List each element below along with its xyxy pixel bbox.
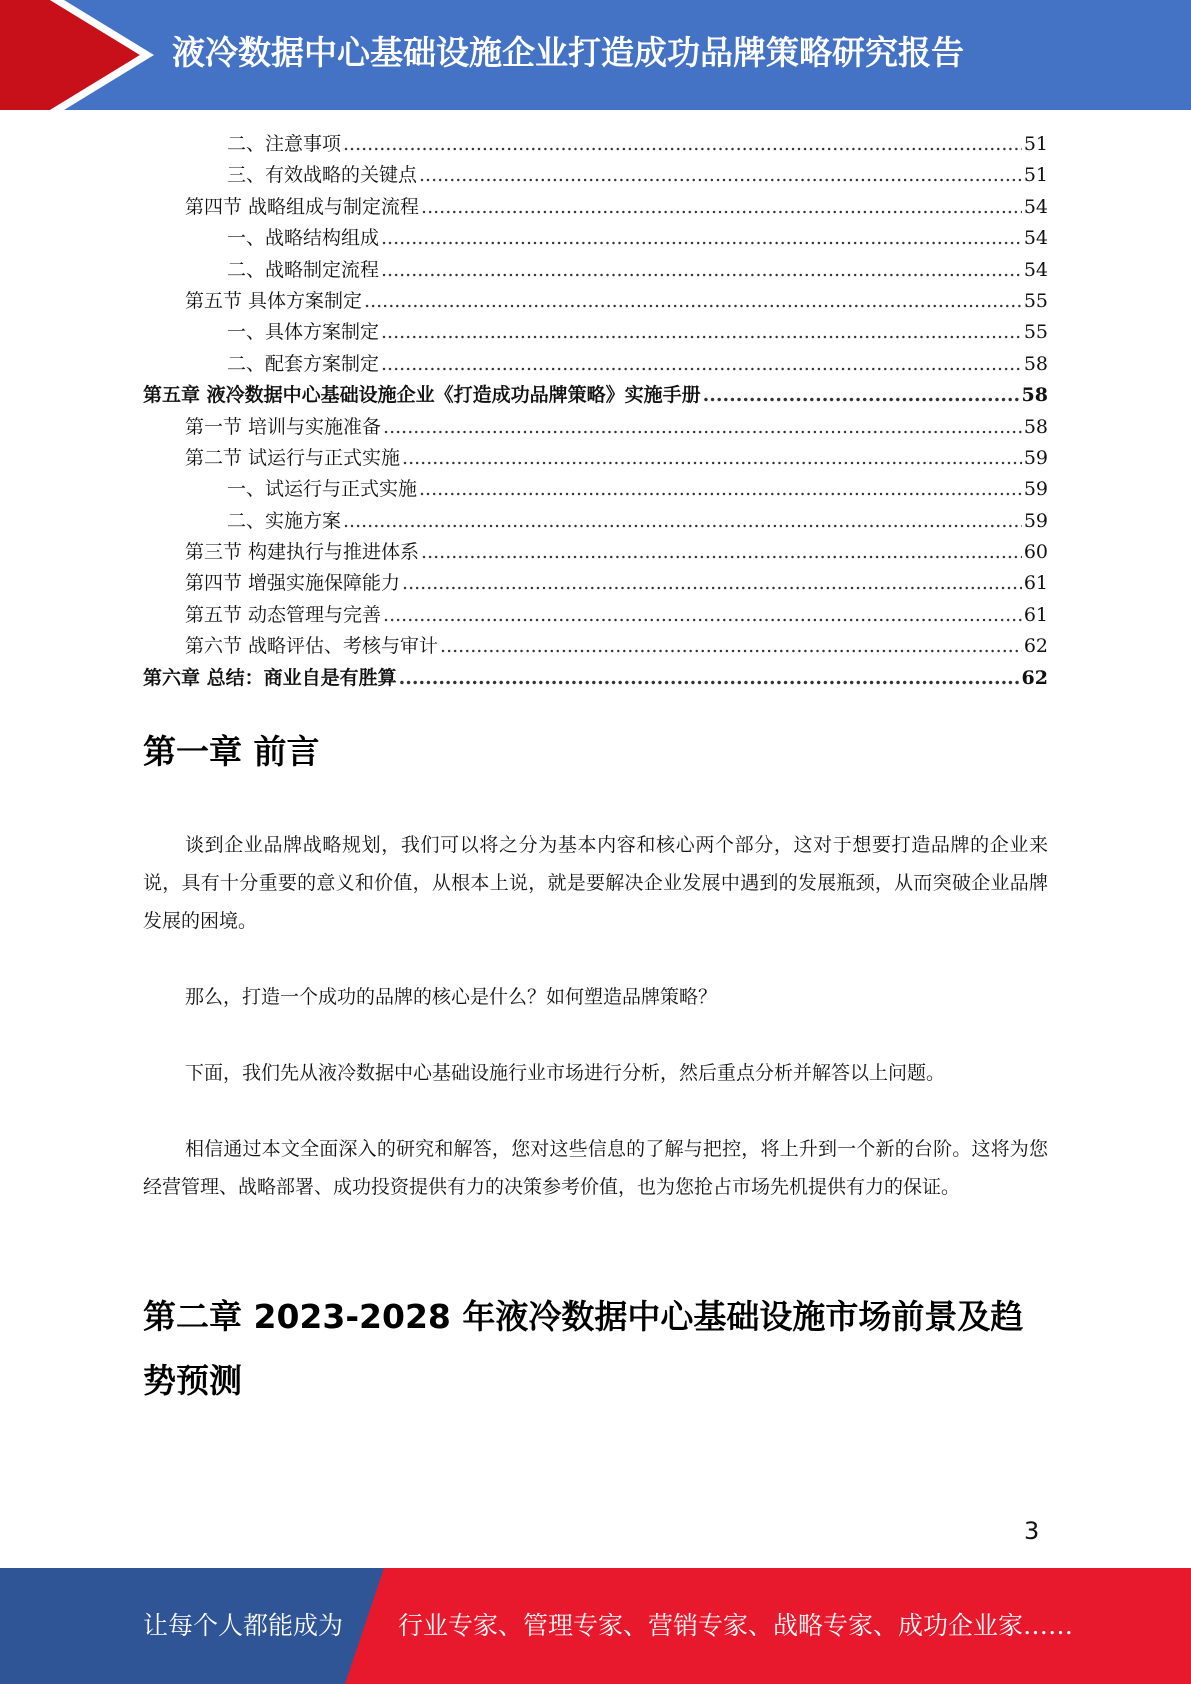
toc-dot-leader <box>402 568 1022 599</box>
report-title: 液冷数据中心基础设施企业打造成功品牌策略研究报告 <box>172 33 964 72</box>
toc-entry[interactable] <box>143 631 1048 662</box>
toc-entry-label: 第五节 具体方案制定 <box>185 289 363 312</box>
toc-entry-page: 60 <box>1023 541 1048 564</box>
toc-entry-label: 三、有效战略的关键点 <box>227 164 418 187</box>
toc-entry-label: 第五节 动态管理与完善 <box>185 603 382 626</box>
chapter-1-paragraph: 下面，我们先从液冷数据中心基础设施行业市场进行分析，然后重点分析并解答以上问题。 <box>185 1062 946 1084</box>
toc-entry-label: 第六节 战略评估、考核与审计 <box>185 635 439 658</box>
toc-entry-page: 54 <box>1023 258 1048 281</box>
toc-dot-leader <box>440 631 1022 662</box>
toc-entry-label: 二、配套方案制定 <box>227 352 380 375</box>
toc-dot-leader <box>419 474 1022 505</box>
toc-entry-page: 62 <box>1023 635 1048 658</box>
toc-entry-page: 61 <box>1023 603 1048 626</box>
chapter-1-paragraph: 那么，打造一个成功的品牌的核心是什么？如何塑造品牌策略？ <box>185 986 718 1008</box>
toc-dot-leader <box>381 317 1022 348</box>
toc-entry-page: 51 <box>1023 133 1048 155</box>
toc-entry[interactable] <box>143 412 1048 443</box>
toc-entry-label: 第三节 构建执行与推进体系 <box>185 541 420 564</box>
page-number: 3 <box>1024 1517 1040 1545</box>
page-header <box>0 0 1191 110</box>
toc-entry[interactable] <box>143 537 1048 568</box>
toc-entry-label: 第四节 增强实施保障能力 <box>185 572 401 595</box>
toc-entry-page: 55 <box>1023 289 1048 312</box>
toc-entry[interactable] <box>143 349 1048 380</box>
chapter-1-paragraph: 相信通过本文全面深入的研究和解答，您对这些信息的了解与把控，将上升到一个新的台阶。这将为您经营管理、战略部署、成功投资提供有力的决策参考价值，也为您抢占市场先机提供有力的保证。 <box>143 1138 1048 1198</box>
toc-entry[interactable] <box>143 129 1048 160</box>
toc-dot-leader <box>421 537 1022 568</box>
toc-entry-page: 54 <box>1023 227 1048 250</box>
chapter-1-heading: 第一章 前言 <box>143 732 320 771</box>
toc-entry-label: 二、注意事项 <box>227 133 342 155</box>
page-footer <box>0 1568 1191 1684</box>
toc-dot-leader <box>383 412 1022 443</box>
toc-entry[interactable] <box>143 317 1048 348</box>
toc-entry-label: 第二节 试运行与正式实施 <box>185 446 401 469</box>
toc-entry-page: 62 <box>1021 666 1048 689</box>
toc-entry[interactable] <box>143 286 1048 317</box>
toc-entry-page: 58 <box>1023 352 1048 375</box>
footer-slogan-right: 行业专家、管理专家、营销专家、战略专家、成功企业家…… <box>398 1611 1074 1640</box>
toc-entry[interactable] <box>143 443 1048 474</box>
toc-entry[interactable] <box>143 568 1048 599</box>
toc-entry[interactable] <box>143 474 1048 505</box>
toc-entry[interactable] <box>143 255 1048 286</box>
footer-slogan-left: 让每个人都能成为 <box>143 1611 344 1640</box>
toc-dot-leader <box>703 380 1020 411</box>
toc-entry-page: 61 <box>1023 572 1048 595</box>
toc-entry-label: 二、实施方案 <box>227 509 342 532</box>
toc-entry[interactable] <box>143 600 1048 631</box>
toc-dot-leader <box>381 223 1022 254</box>
toc-entry[interactable] <box>143 160 1048 191</box>
toc-entry-page: 54 <box>1023 195 1048 218</box>
toc-dot-leader <box>381 349 1022 380</box>
toc-entry[interactable] <box>143 223 1048 254</box>
toc-dot-leader <box>343 129 1022 160</box>
toc-entry-page: 59 <box>1023 478 1048 501</box>
toc-dot-leader <box>343 506 1022 537</box>
toc-entry[interactable] <box>143 192 1048 223</box>
toc-entry-label: 二、战略制定流程 <box>227 258 380 281</box>
toc-entry-page: 59 <box>1023 509 1048 532</box>
toc-entry-page: 58 <box>1021 384 1048 407</box>
toc-dot-leader <box>399 663 1020 694</box>
toc-entry-page: 51 <box>1023 164 1048 187</box>
toc-entry-label: 第六章 总结：商业自是有胜算 <box>143 666 397 689</box>
toc-entry-page: 55 <box>1023 321 1048 344</box>
toc-entry[interactable] <box>143 663 1048 694</box>
toc-entry-label: 一、战略结构组成 <box>227 227 380 250</box>
toc-entry-page: 58 <box>1023 415 1048 438</box>
toc-dot-leader <box>402 443 1022 474</box>
toc-entry[interactable] <box>143 506 1048 537</box>
toc-entry-label: 第五章 液冷数据中心基础设施企业《打造成功品牌策略》实施手册 <box>143 384 701 407</box>
toc-entry-label: 一、试运行与正式实施 <box>227 478 418 501</box>
toc-dot-leader <box>421 192 1022 223</box>
toc-entry-label: 第一节 培训与实施准备 <box>185 415 382 438</box>
toc-entry[interactable] <box>143 380 1048 411</box>
table-of-contents <box>143 129 1048 694</box>
toc-dot-leader <box>419 160 1022 191</box>
toc-entry-page: 59 <box>1023 446 1048 469</box>
chapter-1-paragraph: 谈到企业品牌战略规划，我们可以将之分为基本内容和核心两个部分，这对于想要打造品牌的企业来说，具有十分重要的意义和价值，从根本上说，就是要解决企业发展中遇到的发展瓶颈，从而突破企业品牌发展的困境。 <box>143 834 1048 932</box>
chapter-2-heading: 第二章 2023-2028 年液冷数据中心基础设施市场前景及趋势预测 <box>143 1297 1024 1400</box>
toc-entry-label: 一、具体方案制定 <box>227 321 380 344</box>
toc-dot-leader <box>381 255 1022 286</box>
toc-dot-leader <box>364 286 1022 317</box>
toc-dot-leader <box>383 600 1022 631</box>
toc-entry-label: 第四节 战略组成与制定流程 <box>185 195 420 218</box>
